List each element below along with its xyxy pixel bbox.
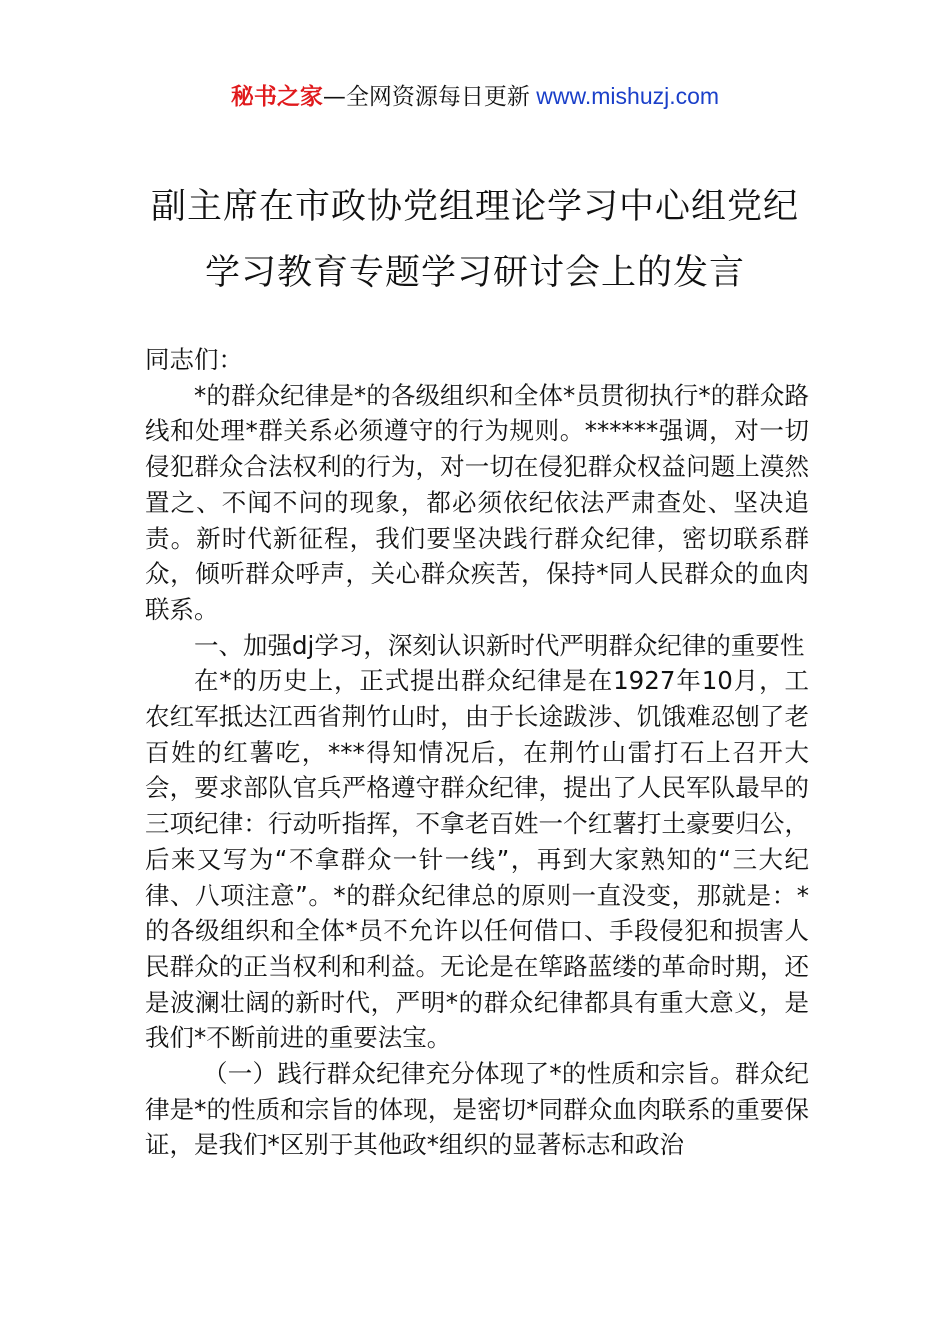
- salutation: 同志们：: [145, 345, 243, 374]
- site-header: [0, 80, 950, 113]
- title-line-2: 学习教育专题学习研讨会上的发言: [204, 253, 745, 293]
- title-line-1: 副主席在市政协党组理论学习中心组党纪: [150, 187, 799, 227]
- site-url-link[interactable]: www.mishuzj.com: [529, 83, 720, 109]
- body-paragraph: 在*的历史上，正式提出群众纪律是在1927年10月，工农红军抵达江西省荆竹山时，由于长途跋涉、饥饿难忍刨了老百姓的红薯吃，***得知情况后，在荆竹山雷打石上召开大会，要求部队官兵严格遵守群众纪律，提出了人民军队最早的三项纪律：行动听指挥，不拿老百姓一个红薯打土豪要归公，后来又写为“不拿群众一针一线”，再到大家熟知的“三大纪律、八项注意”。*的群众纪律总的原则一直没变，那就是：*的各级组织和全体*员不允许以任何借口、手段侵犯和损害人民群众的正当权利和利益。无论是在筚路蓝缕的革命时期，还是波澜壮阔的新时代，严明*的群众纪律都具有重大意义，是我们*不断前进的重要法宝。: [145, 666, 809, 1053]
- brand-name: 秘书之家: [230, 84, 323, 110]
- body-paragraph: *的群众纪律是*的各级组织和全体*员贯彻执行*的群众路线和处理*群关系必须遵守的行为规则。******强调，对一切侵犯群众合法权利的行为，对一切在侵犯群众权益问题上漠然置之、不闻不问的现象，都必须依纪依法严肃查处、坚决追责。新时代新征程，我们要坚决践行群众纪律，密切联系群众，倾听群众呼声，关心群众疾苦，保持*同人民群众的血肉联系。: [145, 380, 809, 624]
- header-tagline: —全网资源每日更新: [322, 84, 530, 110]
- document-title: [120, 174, 830, 306]
- subsection-paragraph: （一）践行群众纪律充分体现了*的性质和宗旨。群众纪律是*的性质和宗旨的体现，是密切*同群众血肉联系的重要保证，是我们*区别于其他政*组织的显著标志和政治: [145, 1059, 809, 1160]
- section-heading: 一、加强dj学习，深刻认识新时代严明群众纪律的重要性: [194, 630, 805, 660]
- document-body: [145, 342, 809, 1163]
